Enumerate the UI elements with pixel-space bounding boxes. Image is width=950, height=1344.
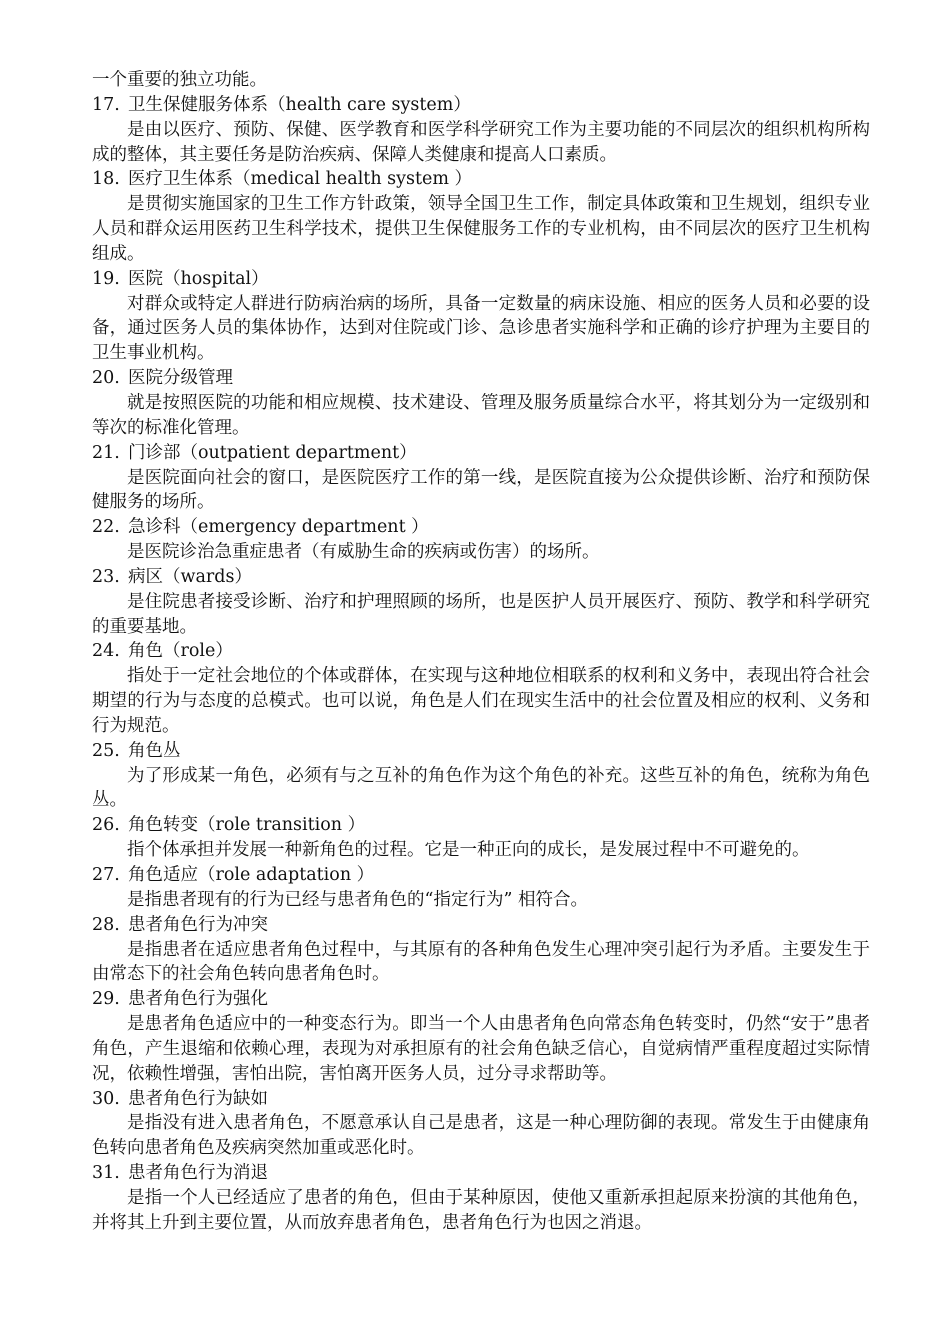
entry-definition: 为了形成某一角色，必须有与之互补的角色作为这个角色的补充。这些互补的角色，统称为角色丛。 xyxy=(92,765,870,811)
entry-definition: 是指一个人已经适应了患者的角色，但由于某种原因，使他又重新承担起原来扮演的其他角色，并将其上升到主要位置，从而放弃患者角色，患者角色行为也因之消退。 xyxy=(92,1187,870,1233)
entry-heading xyxy=(92,1161,870,1186)
entry-title: 角色转变（role transition ） xyxy=(128,815,366,836)
entry-title: 角色丛 xyxy=(128,740,181,761)
entry-number: 23. xyxy=(92,566,120,587)
entry-17 xyxy=(92,93,870,168)
entry-number: 24. xyxy=(92,641,120,662)
entry-18 xyxy=(92,167,870,266)
entry-title: 急诊科（emergency department ） xyxy=(128,517,429,538)
entry-title: 患者角色行为冲突 xyxy=(128,914,268,935)
entry-heading xyxy=(92,565,870,590)
entry-25 xyxy=(92,739,870,814)
entry-number: 22. xyxy=(92,517,120,538)
entry-title: 门诊部（outpatient department） xyxy=(128,442,417,463)
entry-27 xyxy=(92,863,870,913)
entry-number: 30. xyxy=(92,1088,120,1109)
entry-title: 患者角色行为缺如 xyxy=(128,1088,268,1109)
entry-definition: 是住院患者接受诊断、治疗和护理照顾的场所，也是医护人员开展医疗、预防、教学和科学研究的重要基地。 xyxy=(92,591,870,637)
entry-heading xyxy=(92,987,870,1012)
entry-28 xyxy=(92,913,870,988)
entry-heading xyxy=(92,863,870,888)
entry-title: 医院（hospital） xyxy=(128,268,269,289)
entry-26 xyxy=(92,813,870,863)
entry-number: 18. xyxy=(92,169,120,190)
entry-definition: 是指没有进入患者角色，不愿意承认自己是患者，这是一种心理防御的表现。常发生于由健康角色转向患者角色及疾病突然加重或恶化时。 xyxy=(92,1113,870,1159)
entry-definition: 是医院诊治急重症患者（有威胁生命的疾病或伤害）的场所。 xyxy=(127,542,600,563)
entry-19 xyxy=(92,267,870,366)
entry-title: 角色适应（role adaptation ） xyxy=(128,865,375,885)
entry-title: 患者角色行为强化 xyxy=(128,989,268,1010)
entry-definition: 对群众或特定人群进行防病治病的场所，具备一定数量的病床设施、相应的医务人员和必要的设备，通过医务人员的集体协作，达到对住院或门诊、急诊患者实施科学和正确的诊疗护理为主要目的卫生事业机构。 xyxy=(92,293,870,364)
entry-heading xyxy=(92,913,870,938)
continuation-text: 一个重要的独立功能。 xyxy=(92,70,267,90)
entry-heading xyxy=(92,515,870,540)
entry-24 xyxy=(92,639,870,738)
entry-definition: 是指患者在适应患者角色过程中，与其原有的各种角色发生心理冲突引起行为矛盾。主要发生于由常态下的社会角色转向患者角色时。 xyxy=(92,939,870,985)
entry-20 xyxy=(92,366,870,441)
entry-23 xyxy=(92,565,870,640)
entry-heading xyxy=(92,267,870,292)
entry-number: 25. xyxy=(92,740,120,761)
entry-definition: 是患者角色适应中的一种变态行为。即当一个人由患者角色向常态角色转变时，仍然“安于”患者角色，产生退缩和依赖心理，表现为对承担原有的社会角色缺乏信心，自觉病情严重程度超过实际情况，依赖性增强，害怕出院，害怕离开医务人员，过分寻求帮助等。 xyxy=(92,1014,870,1084)
entry-heading xyxy=(92,441,870,466)
entry-definition: 指处于一定社会地位的个体或群体，在实现与这种地位相联系的权利和义务中，表现出符合社会期望的行为与态度的总模式。也可以说，角色是人们在现实生活中的社会位置及相应的权利、义务和行为规范。 xyxy=(92,666,870,736)
entry-heading xyxy=(92,739,870,764)
entry-definition: 是医院面向社会的窗口，是医院医疗工作的第一线，是医院直接为公众提供诊断、治疗和预防保健服务的场所。 xyxy=(92,467,870,513)
entry-heading xyxy=(92,167,870,192)
entry-definition: 指个体承担并发展一种新角色的过程。它是一种正向的成长，是发展过程中不可避免的。 xyxy=(127,840,810,861)
entry-29 xyxy=(92,987,870,1086)
entry-title: 病区（wards） xyxy=(128,566,252,587)
entry-number: 17. xyxy=(92,94,120,115)
entry-number: 19. xyxy=(92,268,120,289)
entry-heading xyxy=(92,93,870,118)
entry-definition: 是由以医疗、预防、保健、医学教育和医学科学研究工作为主要功能的不同层次的组织机构所构成的整体，其主要任务是防治疾病、保障人类健康和提高人口素质。 xyxy=(92,119,870,165)
entry-definition: 是贯彻实施国家的卫生工作方针政策，领导全国卫生工作，制定具体政策和卫生规划，组织专业人员和群众运用医药卫生科学技术，提供卫生保健服务工作的专业机构，由不同层次的医疗卫生机构组成。 xyxy=(92,194,870,264)
entry-title: 卫生保健服务体系（health care system） xyxy=(128,94,471,115)
entry-30 xyxy=(92,1087,870,1162)
entry-heading xyxy=(92,366,870,391)
entry-22 xyxy=(92,515,870,565)
entry-number: 26. xyxy=(92,815,120,836)
entry-number: 28. xyxy=(92,914,120,935)
entry-title: 患者角色行为消退 xyxy=(128,1163,268,1184)
entry-title: 医疗卫生体系（medical health system ） xyxy=(128,169,473,190)
entry-heading xyxy=(92,1087,870,1112)
entry-heading xyxy=(92,813,870,838)
entry-definition: 是指患者现有的行为已经与患者角色的“指定行为” 相符合。 xyxy=(127,889,588,910)
entry-21 xyxy=(92,441,870,516)
entry-title: 医院分级管理 xyxy=(128,368,233,389)
entry-definition: 就是按照医院的功能和相应规模、技术建设、管理及服务质量综合水平，将其划分为一定级别和等次的标准化管理。 xyxy=(92,392,870,438)
entry-number: 27. xyxy=(92,865,120,885)
entry-heading xyxy=(92,639,870,664)
entry-number: 29. xyxy=(92,989,120,1010)
entry-number: 20. xyxy=(92,368,120,389)
entry-number: 31. xyxy=(92,1163,120,1184)
document-body xyxy=(92,68,870,1236)
entry-title: 角色（role） xyxy=(128,641,233,662)
entry-number: 21. xyxy=(92,442,120,463)
entry-31 xyxy=(92,1161,870,1236)
